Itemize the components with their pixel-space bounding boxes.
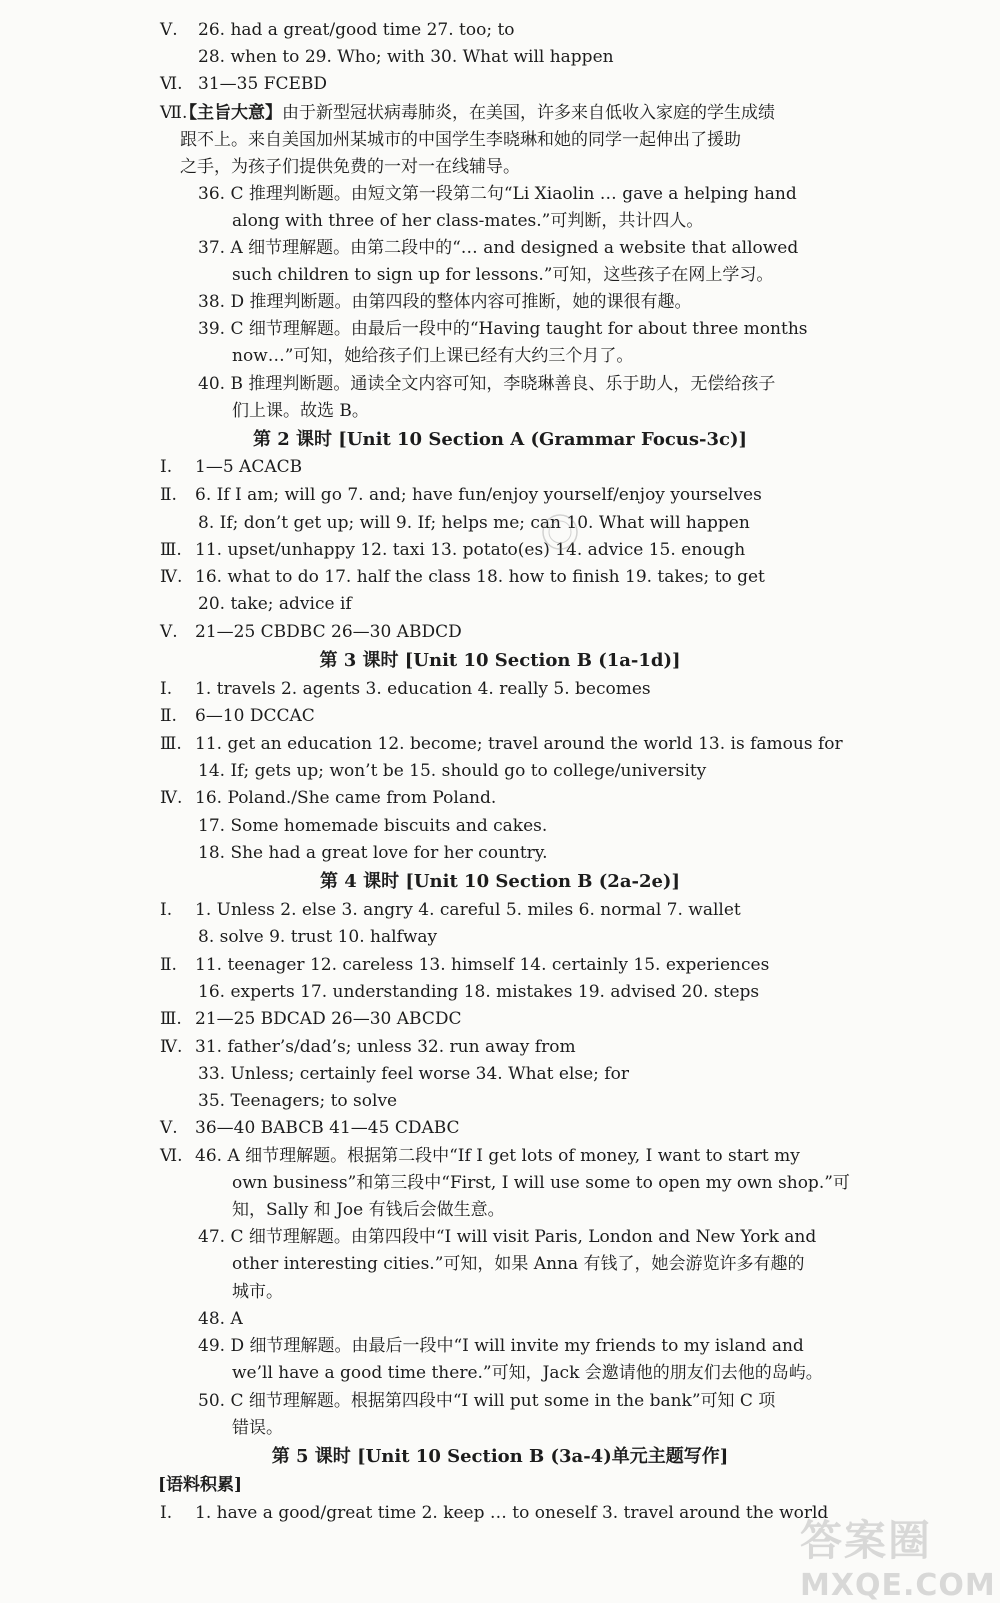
answer-line: Ⅶ. 【主旨大意】由于新型冠状病毒肺炎，在美国，许多来自低收入家庭的学生成绩 bbox=[160, 103, 775, 123]
answer-line: 37. A 细节理解题。由第二段中的“… and designed a website that allowed bbox=[198, 238, 799, 258]
subsection-heading: [语料积累] bbox=[158, 1475, 243, 1495]
answer-line: 28. when to 29. Who; with 30. What will happen bbox=[198, 47, 614, 67]
stamp-icon bbox=[538, 510, 582, 554]
watermark-logo: 答案圈 MXQE.COM bbox=[800, 1516, 996, 1603]
answer-line: 知，Sally 和 Joe 有钱后会做生意。 bbox=[232, 1200, 505, 1220]
answer-line: 17. Some homemade biscuits and cakes. bbox=[198, 816, 548, 836]
answer-line: 跟不上。来自美国加州某城市的中国学生李晓琳和她的同学一起伸出了援助 bbox=[180, 130, 741, 150]
answer-line: Ⅴ. 36—40 BABCB 41—45 CDABC bbox=[160, 1118, 460, 1138]
answer-line: Ⅱ. 6—10 DCCAC bbox=[160, 706, 315, 726]
answer-line: 50. C 细节理解题。根据第四段中“I will put some in the bank”可知 C 项 bbox=[198, 1391, 776, 1411]
answer-line: Ⅳ. 16. Poland./She came from Poland. bbox=[160, 788, 497, 808]
answer-line: own business”和第三段中“First, I will use some to open my own shop.”可 bbox=[232, 1173, 850, 1193]
summary-tag: 【主旨大意】 bbox=[180, 103, 282, 123]
answer-line: Ⅰ. 1. travels 2. agents 3. education 4. really 5. becomes bbox=[160, 679, 651, 699]
answer-line: Ⅲ. 21—25 BDCAD 26—30 ABCDC bbox=[160, 1009, 462, 1029]
answer-line: Ⅰ. 1. Unless 2. else 3. angry 4. careful 5. miles 6. normal 7. wallet bbox=[160, 900, 741, 920]
answer-line: 39. C 细节理解题。由最后一段中的“Having taught for about three months bbox=[198, 319, 808, 339]
answer-line: Ⅴ. 21—25 CBDBC 26—30 ABDCD bbox=[160, 622, 462, 642]
answer-line: Ⅵ. 46. A 细节理解题。根据第二段中“If I get lots of money, I want to start my bbox=[160, 1146, 800, 1166]
answer-line: 48. A bbox=[198, 1309, 243, 1329]
answer-line: Ⅱ. 11. teenager 12. careless 13. himself 14. certainly 15. experiences bbox=[160, 955, 770, 975]
answer-line: 35. Teenagers; to solve bbox=[198, 1091, 398, 1111]
answer-line: along with three of her class-mates.”可判断，共计四人。 bbox=[232, 211, 704, 231]
lesson-heading-2: 第 2 课时 [Unit 10 Section A (Grammar Focus-3c)] bbox=[252, 429, 748, 450]
answer-line: 36. C 推理判断题。由短文第一段第二句“Li Xiaolin … gave a helping hand bbox=[198, 184, 797, 204]
answer-line: other interesting cities.”可知，如果 Anna 有钱了，她会游览许多有趣的 bbox=[232, 1254, 805, 1274]
answer-line: 20. take; advice if bbox=[198, 594, 352, 614]
answer-line: 40. B 推理判断题。通读全文内容可知，李晓琳善良、乐于助人，无偿给孩子 bbox=[198, 374, 776, 394]
answer-line: 8. If; don’t get up; will 9. If; helps me; can 10. What will happen bbox=[198, 513, 750, 533]
answer-line: Ⅰ. 1. have a good/great time 2. keep … to oneself 3. travel around the world bbox=[160, 1503, 829, 1523]
lesson-heading-4: 第 4 课时 [Unit 10 Section B (2a-2e)] bbox=[320, 871, 680, 892]
answer-line: we’ll have a good time there.”可知，Jack 会邀请他的朋友们去他的岛屿。 bbox=[232, 1363, 823, 1383]
answer-line: 之手，为孩子们提供免费的一对一在线辅导。 bbox=[180, 157, 520, 177]
answer-line: 33. Unless; certainly feel worse 34. What else; for bbox=[198, 1064, 629, 1084]
answer-line: Ⅳ. 16. what to do 17. half the class 18. how to finish 19. takes; to get bbox=[160, 567, 765, 587]
answer-line: 8. solve 9. trust 10. halfway bbox=[198, 927, 438, 947]
answer-line: Ⅰ. 1—5 ACACB bbox=[160, 457, 303, 477]
answer-line: 49. D 细节理解题。由最后一段中“I will invite my friends to my island and bbox=[198, 1336, 804, 1356]
answer-line: 47. C 细节理解题。由第四段中“I will visit Paris, London and New York and bbox=[198, 1227, 817, 1247]
answer-line: 18. She had a great love for her country. bbox=[198, 843, 548, 863]
answer-line: such children to sign up for lessons.”可知，这些孩子在网上学习。 bbox=[232, 265, 774, 285]
answer-line: Ⅳ. 31. father’s/dad’s; unless 32. run away from bbox=[160, 1037, 576, 1057]
answer-line: 们上课。故选 B。 bbox=[232, 401, 369, 421]
answer-line: Ⅱ. 6. If I am; will go 7. and; have fun/enjoy yourself/enjoy yourselves bbox=[160, 485, 762, 505]
answer-line: 错误。 bbox=[232, 1418, 283, 1438]
answer-line: 16. experts 17. understanding 18. mistakes 19. advised 20. steps bbox=[198, 982, 760, 1002]
answer-line: Ⅴ. 26. had a great/good time 27. too; to bbox=[160, 20, 515, 40]
answer-line: Ⅲ. 11. get an education 12. become; travel around the world 13. is famous for bbox=[160, 734, 843, 754]
answer-line: 城市。 bbox=[232, 1282, 283, 1302]
answer-line: now…”可知，她给孩子们上课已经有大约三个月了。 bbox=[232, 346, 634, 366]
answer-line: Ⅲ. 11. upset/unhappy 12. taxi 13. potato(es) 14. advice 15. enough bbox=[160, 540, 746, 560]
answer-line: Ⅵ. 31—35 FCEBD bbox=[160, 74, 328, 94]
lesson-heading-5: 第 5 课时 [Unit 10 Section B (3a-4)单元主题写作] bbox=[271, 1446, 729, 1467]
answer-line: 38. D 推理判断题。由第四段的整体内容可推断，她的课很有趣。 bbox=[198, 292, 692, 312]
lesson-heading-3: 第 3 课时 [Unit 10 Section B (1a-1d)] bbox=[319, 650, 681, 671]
answer-line: 14. If; gets up; won’t be 15. should go to college/university bbox=[198, 761, 707, 781]
